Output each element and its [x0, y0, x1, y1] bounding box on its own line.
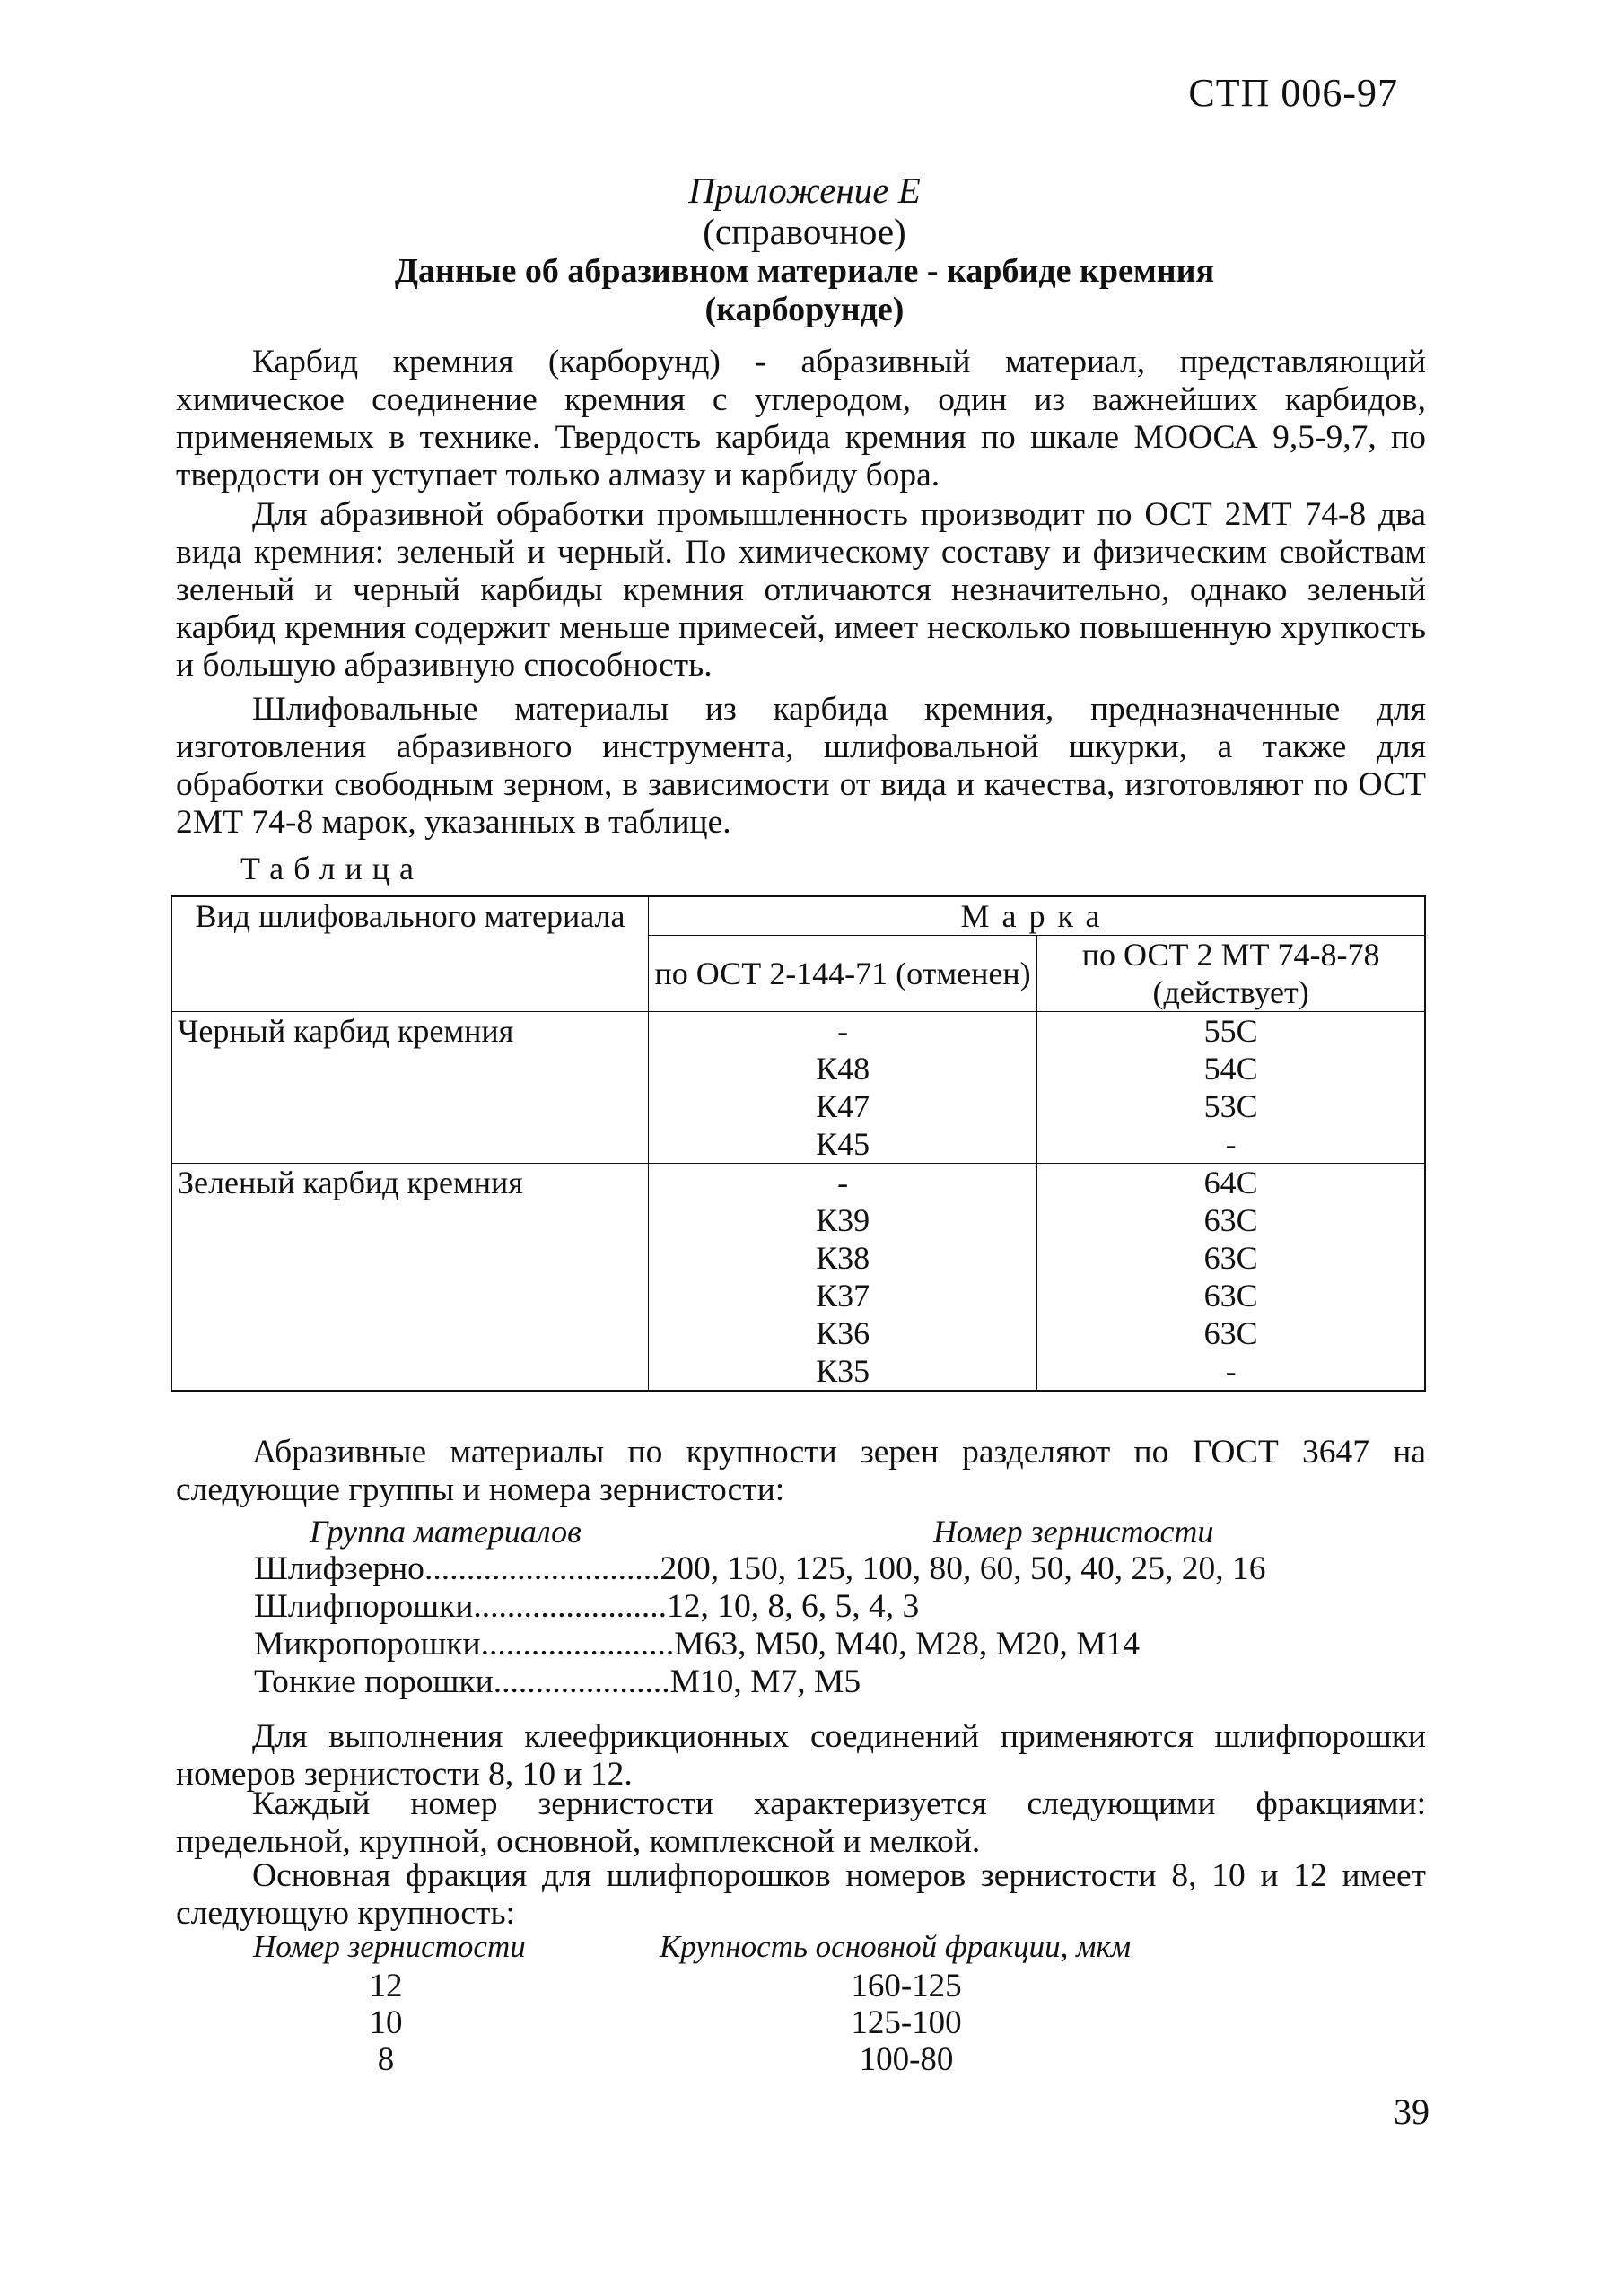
grade-value: 53С	[1203, 1088, 1258, 1124]
list-item	[254, 1550, 1265, 1588]
grit-numbers: М63, М50, М40, М28, М20, М14	[674, 1626, 1141, 1663]
document-code: СТП 006-97	[1188, 71, 1398, 115]
appendix-label: Приложение Е	[688, 170, 921, 211]
list-item	[254, 1663, 1265, 1701]
paragraph-text: Карбид кремния (карборунд) - абразивный материал, представляющий химическое соединение кремния с углеродом, один из важнейших карбидов, применяемых в технике. Твердость карбида кремния по шкале МООСА 9,5-9,7, по твердости он уступает только алмазу и карбиду бора.	[176, 344, 1426, 493]
new-grade-cell	[1037, 1012, 1425, 1164]
grade-value: К39	[816, 1202, 870, 1238]
appendix-title-cont: (карборунде)	[704, 291, 905, 328]
grade-value: -	[1225, 1126, 1237, 1162]
column-header-material-type	[171, 896, 648, 1012]
appendix-type: (справочное)	[703, 211, 906, 252]
fraction-number: 10	[369, 2004, 403, 2041]
fraction-number-header: Номер зернистости	[253, 1929, 526, 1964]
material-type-cell: Зеленый карбид кремния	[171, 1164, 648, 1392]
list-item	[254, 1588, 1265, 1626]
grade-value: -	[837, 1013, 849, 1049]
grade-value: К37	[816, 1278, 870, 1314]
list-item	[254, 1626, 1265, 1663]
grade-value: К35	[816, 1353, 870, 1389]
fraction-number: 12	[369, 1968, 403, 2004]
paragraph-text: Каждый номер зернистости характеризуется следующими фракциями: предельной, крупной, основной, комплексной и мелкой.	[176, 1785, 1426, 1860]
grade-value: К38	[816, 1240, 870, 1276]
grit-numbers: 12, 10, 8, 6, 5, 4, 3	[667, 1588, 920, 1625]
header-text: Вид шлифовального материала	[195, 898, 625, 934]
paragraph-text: Шлифовальные материалы из карбида кремния, предназначенные для изготовления абразивного инструмента, шлифовальной шкурки, а также для обработки свободным зерном, в зависимости от вида и качества, изготовляют по ОСТ 2МТ 74-8 марок, указанных в таблице.	[176, 691, 1426, 841]
fraction-size: 100-80	[859, 2041, 954, 2078]
grit-group-list	[254, 1550, 1265, 1701]
grade-value: 63С	[1203, 1202, 1258, 1238]
grade-value: 55С	[1203, 1013, 1258, 1049]
material-type-cell: Черный карбид кремния	[171, 1012, 648, 1164]
paragraph-fractions	[176, 1785, 1426, 1861]
new-grade-cell	[1037, 1164, 1425, 1392]
paragraph-definition	[176, 344, 1426, 494]
fraction-size: 125-100	[851, 2004, 962, 2041]
page-number: 39	[1394, 2091, 1430, 2132]
paragraph-main-fraction	[176, 1857, 1426, 1933]
grade-value: 54С	[1203, 1051, 1258, 1087]
grade-value: 63С	[1203, 1240, 1258, 1276]
old-grade-cell	[648, 1164, 1036, 1392]
paragraph-text: Для абразивной обработки промышленность производит по ОСТ 2МТ 74-8 два вида кремния: зеленый и черный. По химическому составу и физическим свойствам зеленый и черный карбиды кремния отличаются незначительно, однако зеленый карбид кремния содержит меньше примесей, имеет несколько повышенную хрупкость и большую абразивную способность.	[176, 496, 1426, 684]
grit-group-name: Микропорошки	[254, 1626, 481, 1663]
appendix-title: Данные об абразивном материале - карбиде кремния	[394, 252, 1215, 290]
table-caption: Таблица	[240, 851, 424, 886]
paragraph-adhesive-joints	[176, 1718, 1426, 1794]
grit-group-name: Тонкие порошки	[254, 1663, 494, 1700]
fraction-size-header: Крупность основной фракции, мкм	[660, 1929, 1132, 1964]
grade-table	[171, 895, 1426, 1392]
paragraph-text: Основная фракция для шлифпорошков номеров зернистости 8, 10 и 12 имеет следующую крупность:	[176, 1857, 1426, 1932]
grade-value: 63С	[1203, 1315, 1258, 1351]
paragraph-text: Абразивные материалы по крупности зерен разделяют по ГОСТ 3647 на следующие группы и номера зернистости:	[176, 1434, 1426, 1508]
table-row	[171, 1012, 1425, 1164]
grit-numbers: 200, 150, 125, 100, 80, 60, 50, 40, 25, 20, 16	[660, 1550, 1266, 1587]
paragraph-grit-groups	[176, 1434, 1426, 1509]
paragraph-production	[176, 496, 1426, 685]
grade-value: К47	[816, 1088, 870, 1124]
grade-value: 63С	[1203, 1278, 1258, 1314]
leader-dots: .......................	[480, 1626, 675, 1663]
table-row	[171, 1164, 1425, 1392]
grade-value: 64С	[1203, 1165, 1258, 1200]
fraction-number: 8	[377, 2041, 395, 2078]
grade-value: К45	[816, 1126, 870, 1162]
paragraph-text: Для выполнения клеефрикционных соединений применяются шлифпорошки номеров зернистости 8, 10 и 12.	[176, 1718, 1426, 1793]
grit-group-name: Шлифпорошки	[254, 1588, 474, 1625]
leader-dots: ............................	[424, 1550, 660, 1587]
column-header-ost-new: по ОСТ 2 МТ 74-8-78 (действует)	[1037, 936, 1425, 1012]
grit-numbers: М10, М7, М5	[669, 1663, 861, 1700]
grade-value: -	[837, 1165, 849, 1200]
grit-group-header: Группа материалов	[310, 1514, 582, 1550]
column-header-grade: Марка	[648, 896, 1425, 936]
grit-group-name: Шлифзерно	[254, 1550, 424, 1587]
grit-number-header: Номер зернистости	[933, 1514, 1214, 1550]
grade-value: К36	[816, 1315, 870, 1351]
column-header-ost-old: по ОСТ 2-144-71 (отменен)	[648, 936, 1036, 1012]
leader-dots: .....................	[493, 1663, 670, 1700]
paragraph-grinding-materials	[176, 691, 1426, 842]
fraction-size-column	[790, 1968, 1023, 2078]
fraction-number-column	[341, 1968, 431, 2078]
grade-value: К48	[816, 1051, 870, 1087]
grade-value: -	[1225, 1353, 1237, 1389]
old-grade-cell	[648, 1012, 1036, 1164]
fraction-size: 160-125	[851, 1968, 962, 2004]
leader-dots: .......................	[473, 1588, 668, 1625]
